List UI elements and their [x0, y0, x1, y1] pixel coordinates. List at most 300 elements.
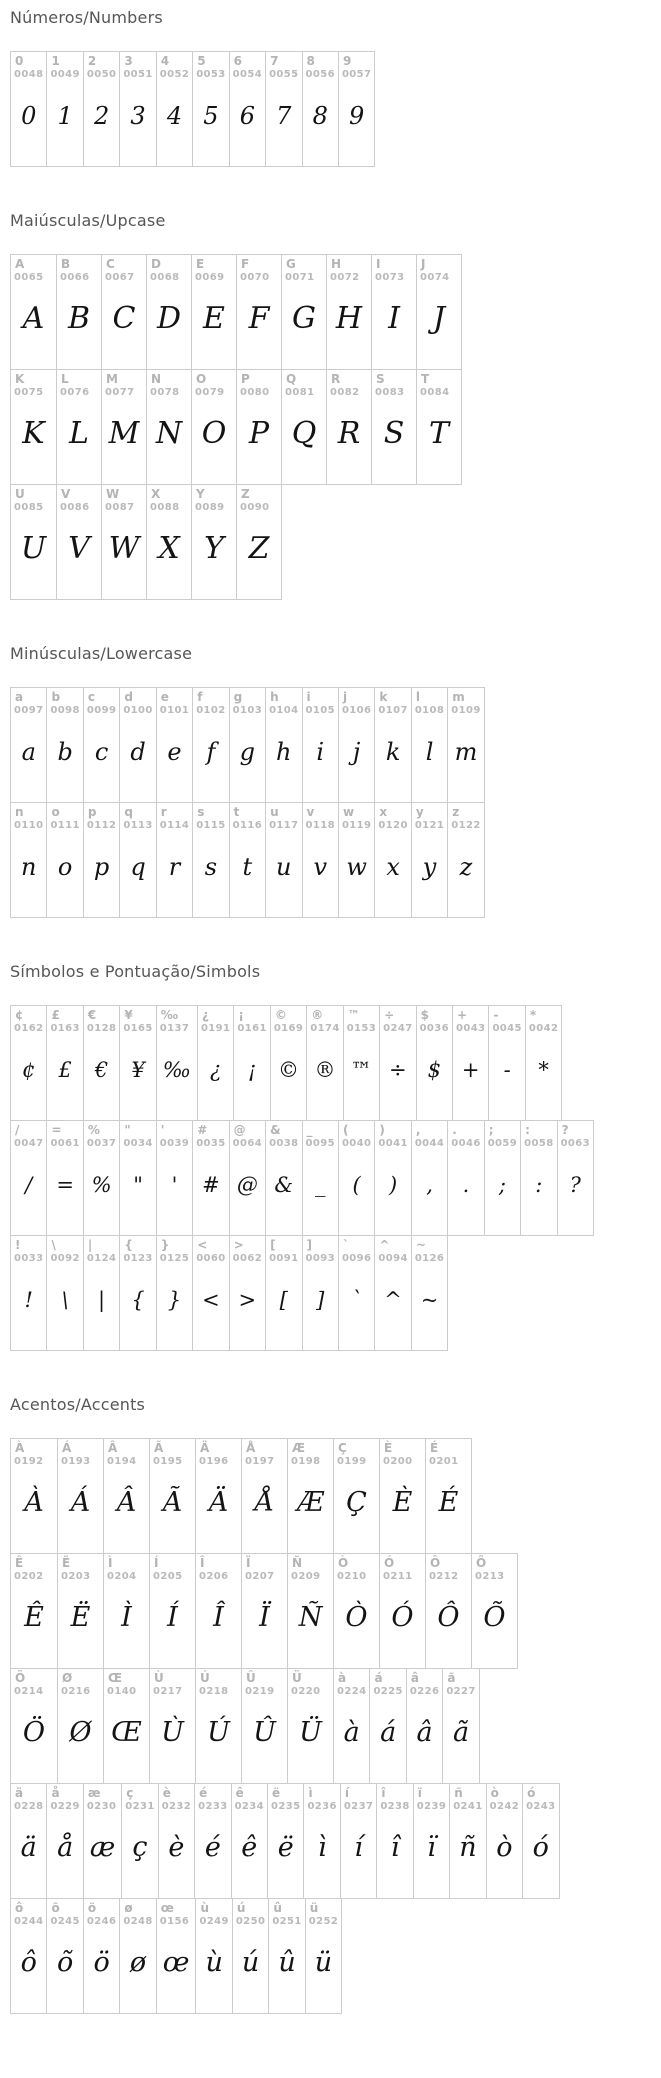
- glyph-cell-0047: [11, 1121, 46, 1235]
- glyph-cell-0126: [411, 1236, 447, 1350]
- cell-glyph-preview: ê: [241, 1832, 258, 1863]
- cell-glyph-preview: ‰: [162, 1057, 191, 1082]
- section-title-accents: Acentos/Accents: [10, 1395, 146, 1414]
- cell-unicode-label: 0153: [346, 1023, 377, 1034]
- cell-character-label: ú: [236, 1901, 246, 1915]
- cell-unicode-label: 0234: [234, 1801, 265, 1812]
- cell-unicode-label: 0161: [237, 1023, 267, 1034]
- glyph-row: [10, 687, 485, 803]
- glyph-cell-0125: [156, 1236, 192, 1350]
- cell-character-label: Õ: [476, 1556, 487, 1570]
- cell-glyph-preview: 5: [203, 101, 219, 130]
- cell-unicode-label: 0192: [14, 1456, 44, 1467]
- glyph-cell-0229: [46, 1784, 82, 1898]
- glyph-cell-0203: [57, 1554, 103, 1668]
- cell-unicode-label: 0060: [196, 1253, 226, 1264]
- cell-unicode-label: 0219: [245, 1686, 275, 1697]
- cell-glyph-preview: ¢: [22, 1057, 36, 1082]
- cell-glyph-preview: ø: [129, 1947, 147, 1978]
- cell-character-label: /: [15, 1123, 20, 1137]
- glyph-cell-0061: [46, 1121, 82, 1235]
- cell-character-label: ™: [347, 1008, 360, 1022]
- cell-unicode-label: 0230: [86, 1801, 117, 1812]
- cell-glyph-preview: s: [204, 852, 218, 881]
- glyph-cell-0074: [416, 255, 461, 369]
- cell-glyph-preview: ï: [427, 1832, 436, 1863]
- cell-unicode-label: 0249: [199, 1916, 229, 1927]
- glyph-cell-0033: [11, 1236, 46, 1350]
- cell-character-label: ®: [311, 1008, 324, 1022]
- glyph-cell-0210: [333, 1554, 379, 1668]
- cell-glyph-preview: 6: [239, 101, 255, 130]
- cell-glyph-preview: Q: [291, 416, 317, 451]
- cell-unicode-label: 0102: [196, 705, 226, 716]
- glyph-cell-0250: [232, 1899, 268, 2013]
- cell-unicode-label: 0035: [196, 1138, 226, 1149]
- cell-unicode-label: 0051: [123, 69, 153, 80]
- glyph-cell-0119: [338, 803, 374, 917]
- glyph-cell-0227: [442, 1669, 478, 1783]
- cell-glyph-preview: C: [112, 301, 136, 336]
- cell-unicode-label: 0238: [380, 1801, 410, 1812]
- cell-glyph-preview: 4: [166, 101, 183, 130]
- glyph-cell-0246: [83, 1899, 119, 2013]
- cell-unicode-label: 0233: [198, 1801, 228, 1812]
- cell-unicode-label: 0244: [14, 1916, 44, 1927]
- cell-unicode-label: 0086: [60, 502, 90, 513]
- cell-character-label: n: [15, 805, 24, 819]
- cell-glyph-preview: ÷: [389, 1057, 407, 1082]
- cell-glyph-preview: Ú: [207, 1717, 230, 1748]
- glyph-cell-0163: [46, 1006, 82, 1120]
- cell-unicode-label: 0202: [14, 1571, 44, 1582]
- cell-glyph-preview: 8: [312, 101, 328, 130]
- cell-character-label: r: [160, 805, 167, 819]
- cell-character-label: 9: [342, 54, 352, 68]
- cell-character-label: x: [379, 805, 388, 819]
- glyph-cell-0101: [156, 688, 192, 802]
- glyph-cell-0244: [11, 1899, 46, 2013]
- cell-glyph-preview: T: [428, 416, 449, 451]
- glyph-cell-0040: [338, 1121, 374, 1235]
- cell-unicode-label: 0070: [240, 272, 270, 283]
- cell-character-label: 2: [87, 54, 97, 68]
- cell-unicode-label: 0169: [273, 1023, 304, 1034]
- glyph-row: [10, 369, 462, 485]
- cell-glyph-preview: Å: [254, 1487, 275, 1518]
- cell-unicode-label: 0162: [14, 1023, 44, 1034]
- glyph-row: [10, 1553, 518, 1669]
- cell-character-label: ¥: [124, 1008, 133, 1022]
- glyph-cell-0231: [121, 1784, 157, 1898]
- cell-character-label: Ì: [108, 1556, 113, 1570]
- cell-character-label: ~: [415, 1238, 426, 1252]
- cell-glyph-preview: v: [313, 852, 327, 881]
- cell-unicode-label: 0077: [105, 387, 135, 398]
- glyph-cell-0086: [56, 485, 101, 599]
- glyph-cell-0081: [281, 370, 326, 484]
- cell-unicode-label: 0037: [86, 1138, 117, 1149]
- cell-unicode-label: 0156: [159, 1916, 190, 1927]
- glyph-cell-0073: [371, 255, 416, 369]
- cell-character-label: Q: [286, 372, 297, 386]
- cell-glyph-preview: å: [57, 1832, 74, 1863]
- cell-glyph-preview: Ï: [259, 1602, 270, 1633]
- cell-character-label: A: [15, 257, 25, 271]
- glyph-cell-0199: [333, 1439, 379, 1553]
- cell-character-label: Ç: [338, 1441, 347, 1455]
- cell-character-label: é: [199, 1786, 208, 1800]
- cell-character-label: í: [344, 1786, 350, 1800]
- cell-glyph-preview: (: [352, 1172, 361, 1197]
- cell-unicode-label: 0165: [123, 1023, 153, 1034]
- cell-unicode-label: 0226: [409, 1686, 440, 1697]
- glyph-cell-0064: [229, 1121, 265, 1235]
- cell-unicode-label: 0252: [308, 1916, 339, 1927]
- cell-character-label: ü: [309, 1901, 319, 1915]
- glyph-cell-0128: [83, 1006, 119, 1120]
- glyph-cell-0045: [488, 1006, 524, 1120]
- cell-character-label: S: [376, 372, 385, 386]
- glyph-row: [10, 254, 462, 370]
- cell-glyph-preview: #: [202, 1172, 220, 1197]
- cell-unicode-label: 0089: [195, 502, 225, 513]
- glyph-cell-0191: [197, 1006, 233, 1120]
- cell-glyph-preview: Õ: [483, 1602, 506, 1633]
- cell-unicode-label: 0085: [14, 502, 44, 513]
- cell-character-label: T: [421, 372, 430, 386]
- cell-unicode-label: 0245: [50, 1916, 80, 1927]
- glyph-cell-0104: [265, 688, 301, 802]
- cell-glyph-preview: t: [242, 852, 253, 881]
- cell-unicode-label: 0217: [153, 1686, 183, 1697]
- cell-character-label: ‰: [160, 1008, 179, 1022]
- cell-character-label: ï: [417, 1786, 422, 1800]
- cell-unicode-label: 0125: [159, 1253, 190, 1264]
- glyph-cell-0093: [302, 1236, 338, 1350]
- cell-glyph-preview: E: [203, 301, 225, 336]
- cell-character-label: @: [233, 1123, 246, 1137]
- cell-unicode-label: 0198: [291, 1456, 321, 1467]
- cell-unicode-label: 0048: [14, 69, 44, 80]
- cell-character-label: R: [331, 372, 341, 386]
- cell-glyph-preview: 9: [349, 101, 365, 130]
- cell-glyph-preview: \: [61, 1287, 69, 1312]
- glyph-cell-0219: [241, 1669, 287, 1783]
- cell-unicode-label: 0122: [451, 820, 481, 831]
- glyph-cell-0108: [411, 688, 447, 802]
- cell-unicode-label: 0074: [420, 272, 450, 283]
- glyph-cell-0239: [413, 1784, 449, 1898]
- cell-glyph-preview: ñ: [459, 1832, 477, 1863]
- cell-character-label: [: [270, 1238, 276, 1252]
- glyph-cell-0228: [11, 1784, 46, 1898]
- glyph-cell-0207: [241, 1554, 287, 1668]
- cell-character-label: 3: [124, 54, 133, 68]
- cell-unicode-label: 0140: [107, 1686, 137, 1697]
- glyph-cell-0066: [56, 255, 101, 369]
- cell-glyph-preview: /: [25, 1172, 33, 1197]
- cell-unicode-label: 0137: [159, 1023, 190, 1034]
- cell-unicode-label: 0116: [232, 820, 263, 831]
- cell-character-label: q: [124, 805, 133, 819]
- cell-unicode-label: 0087: [105, 502, 135, 513]
- cell-character-label: +: [457, 1008, 468, 1022]
- cell-character-label: Ë: [62, 1556, 71, 1570]
- cell-glyph-preview: É: [438, 1487, 459, 1518]
- cell-unicode-label: 0112: [86, 820, 117, 831]
- glyph-cell-0242: [486, 1784, 522, 1898]
- cell-character-label: k: [379, 690, 388, 704]
- glyph-cell-0039: [156, 1121, 192, 1235]
- glyph-cell-0103: [229, 688, 265, 802]
- cell-glyph-preview: â: [416, 1717, 433, 1748]
- cell-unicode-label: 0231: [125, 1801, 155, 1812]
- section-numbers: [10, 8, 661, 167]
- cell-character-label: ?: [561, 1123, 569, 1137]
- cell-character-label: Ñ: [292, 1556, 303, 1570]
- cell-character-label: ¡: [238, 1008, 244, 1022]
- cell-character-label: 6: [233, 54, 242, 68]
- cell-character-label: ¿: [201, 1008, 209, 1022]
- cell-unicode-label: 0220: [291, 1686, 321, 1697]
- glyph-cell-0042: [525, 1006, 561, 1120]
- glyph-row: [10, 484, 282, 600]
- glyph-cell-0102: [192, 688, 228, 802]
- cell-unicode-label: 0203: [61, 1571, 91, 1582]
- cell-glyph-preview: ã: [452, 1717, 470, 1748]
- glyph-cell-0057: [338, 52, 374, 166]
- cell-glyph-preview: ù: [205, 1947, 223, 1978]
- cell-character-label: Î: [200, 1556, 205, 1570]
- cell-glyph-preview: z: [459, 852, 473, 881]
- cell-glyph-preview: Ç: [346, 1487, 367, 1518]
- cell-glyph-preview: œ: [162, 1947, 190, 1978]
- glyph-cell-0050: [83, 52, 119, 166]
- cell-glyph-preview: ì: [317, 1832, 327, 1863]
- glyph-cell-0120: [374, 803, 410, 917]
- cell-glyph-preview: ]: [316, 1287, 325, 1312]
- cell-unicode-label: 0088: [150, 502, 180, 513]
- cell-unicode-label: 0065: [14, 272, 44, 283]
- cell-character-label: b: [51, 690, 61, 704]
- cell-character-label: Û: [246, 1671, 256, 1685]
- cell-character-label: 4: [160, 54, 170, 68]
- cell-glyph-preview: Ù: [161, 1717, 184, 1748]
- cell-glyph-preview: Û: [253, 1717, 276, 1748]
- character-map: [10, 8, 661, 2014]
- glyph-cell-0217: [149, 1669, 195, 1783]
- cell-unicode-label: 0205: [153, 1571, 183, 1582]
- glyph-cell-0068: [146, 255, 191, 369]
- cell-unicode-label: 0200: [383, 1456, 413, 1467]
- cell-glyph-preview: ö: [93, 1947, 110, 1978]
- cell-glyph-preview: :: [535, 1172, 543, 1197]
- glyph-cell-0153: [343, 1006, 379, 1120]
- glyph-cell-0232: [158, 1784, 194, 1898]
- cell-character-label: Ú: [200, 1671, 210, 1685]
- glyph-cell-0098: [46, 688, 82, 802]
- cell-glyph-preview: A: [22, 301, 45, 336]
- glyph-cell-0224: [333, 1669, 369, 1783]
- cell-glyph-preview: Ö: [22, 1717, 46, 1748]
- cell-glyph-preview: Z: [248, 531, 270, 566]
- cell-unicode-label: 0236: [307, 1801, 337, 1812]
- cell-glyph-preview: `: [351, 1287, 362, 1312]
- cell-unicode-label: 0107: [378, 705, 408, 716]
- cell-unicode-label: 0210: [337, 1571, 367, 1582]
- cell-unicode-label: 0239: [416, 1801, 447, 1812]
- glyph-cell-0062: [229, 1236, 265, 1350]
- cell-glyph-preview: $: [427, 1057, 441, 1082]
- cell-unicode-label: 0062: [232, 1253, 263, 1264]
- cell-glyph-preview: ä: [20, 1832, 37, 1863]
- cell-unicode-label: 0101: [159, 705, 190, 716]
- cell-character-label: s: [197, 805, 205, 819]
- cell-unicode-label: 0054: [232, 69, 263, 80]
- glyph-cell-0038: [265, 1121, 301, 1235]
- cell-glyph-preview: ;: [498, 1172, 506, 1197]
- cell-unicode-label: 0045: [492, 1023, 522, 1034]
- cell-glyph-preview: P: [248, 416, 270, 451]
- cell-glyph-preview: À: [24, 1487, 44, 1518]
- glyph-cell-0156: [156, 1899, 196, 2013]
- cell-glyph-preview: >: [238, 1287, 257, 1312]
- cell-unicode-label: 0121: [414, 820, 445, 831]
- glyph-cell-0205: [149, 1554, 195, 1668]
- cell-unicode-label: 0213: [475, 1571, 505, 1582]
- glyph-cell-0218: [195, 1669, 241, 1783]
- cell-unicode-label: 0063: [560, 1138, 590, 1149]
- cell-glyph-preview: Ñ: [298, 1602, 323, 1633]
- cell-unicode-label: 0211: [383, 1571, 413, 1582]
- cell-character-label: â: [410, 1671, 419, 1685]
- cell-character-label: Æ: [292, 1441, 306, 1455]
- cell-glyph-preview: k: [385, 737, 401, 766]
- cell-unicode-label: 0250: [235, 1916, 266, 1927]
- cell-glyph-preview: o: [57, 852, 73, 881]
- cell-glyph-preview: õ: [57, 1947, 74, 1978]
- cell-unicode-label: 0041: [378, 1138, 408, 1149]
- cell-unicode-label: 0224: [337, 1686, 367, 1697]
- cell-glyph-preview: ': [171, 1172, 178, 1197]
- glyph-cell-0071: [281, 255, 326, 369]
- cell-unicode-label: 0038: [269, 1138, 299, 1149]
- glyph-cell-0096: [338, 1236, 374, 1350]
- cell-character-label: N: [151, 372, 162, 386]
- glyph-row: [10, 1120, 594, 1236]
- cell-glyph-preview: ,: [426, 1172, 433, 1197]
- cell-glyph-preview: G: [292, 301, 316, 336]
- cell-glyph-preview: N: [155, 416, 183, 451]
- cell-unicode-label: 0193: [61, 1456, 91, 1467]
- glyph-cell-0106: [338, 688, 374, 802]
- cell-glyph-preview: l: [425, 737, 434, 766]
- glyph-cell-0084: [416, 370, 461, 484]
- cell-character-label: O: [196, 372, 207, 386]
- cell-glyph-preview: |: [98, 1287, 106, 1312]
- glyph-cell-0209: [287, 1554, 333, 1668]
- cell-character-label: c: [87, 690, 95, 704]
- cell-character-label: }: [160, 1238, 170, 1252]
- cell-unicode-label: 0075: [14, 387, 44, 398]
- cell-character-label: B: [61, 257, 71, 271]
- cell-character-label: *: [529, 1008, 537, 1022]
- glyph-cell-0226: [406, 1669, 442, 1783]
- glyph-cell-0206: [195, 1554, 241, 1668]
- cell-glyph-preview: +: [461, 1057, 480, 1082]
- glyph-row: [10, 1898, 342, 2014]
- cell-glyph-preview: Y: [204, 531, 224, 566]
- cell-unicode-label: 0044: [414, 1138, 445, 1149]
- cell-unicode-label: 0104: [269, 705, 299, 716]
- cell-glyph-preview: D: [156, 301, 182, 336]
- cell-unicode-label: 0083: [375, 387, 405, 398]
- cell-unicode-label: 0206: [199, 1571, 229, 1582]
- cell-unicode-label: 0066: [60, 272, 90, 283]
- cell-character-label: m: [452, 690, 465, 704]
- cell-character-label: _: [306, 1123, 313, 1137]
- cell-glyph-preview: !: [24, 1287, 33, 1312]
- cell-glyph-preview: á: [380, 1717, 397, 1748]
- glyph-cell-0211: [379, 1554, 425, 1668]
- cell-unicode-label: 0078: [150, 387, 180, 398]
- cell-character-label: p: [87, 805, 97, 819]
- glyph-cell-0212: [425, 1554, 471, 1668]
- glyph-cell-0049: [46, 52, 82, 166]
- cell-character-label: Z: [241, 487, 250, 501]
- cell-character-label: 0: [15, 54, 24, 68]
- glyph-cell-0037: [83, 1121, 119, 1235]
- cell-character-label: a: [15, 690, 24, 704]
- section-lowercase: [10, 644, 661, 918]
- cell-character-label: Ê: [15, 1556, 24, 1570]
- cell-glyph-preview: q: [130, 852, 146, 881]
- cell-character-label: 8: [306, 54, 315, 68]
- section-upcase: [10, 211, 661, 600]
- cell-unicode-label: 0204: [107, 1571, 137, 1582]
- cell-character-label: Ï: [246, 1556, 251, 1570]
- cell-glyph-preview: Ä: [208, 1487, 229, 1518]
- cell-glyph-preview: È: [392, 1487, 413, 1518]
- glyph-cell-0247: [379, 1006, 415, 1120]
- cell-glyph-preview: O: [201, 416, 227, 451]
- glyph-cell-0097: [11, 688, 46, 802]
- glyph-cell-0052: [156, 52, 192, 166]
- cell-glyph-preview: Æ: [296, 1487, 325, 1518]
- cell-unicode-label: 0050: [86, 69, 117, 80]
- cell-character-label: J: [421, 257, 426, 271]
- cell-glyph-preview: í: [354, 1832, 363, 1863]
- cell-glyph-preview: f: [206, 737, 216, 766]
- cell-unicode-label: 0068: [150, 272, 180, 283]
- cell-glyph-preview: ?: [569, 1172, 581, 1197]
- cell-glyph-preview: ^: [384, 1287, 402, 1312]
- glyph-cell-0169: [270, 1006, 306, 1120]
- cell-character-label: X: [151, 487, 161, 501]
- glyph-cell-0087: [101, 485, 146, 599]
- glyph-row: [10, 1438, 472, 1554]
- cell-character-label: ô: [15, 1901, 24, 1915]
- cell-character-label: û: [273, 1901, 282, 1915]
- cell-glyph-preview: €: [94, 1057, 109, 1082]
- cell-glyph-preview: j: [352, 737, 361, 766]
- cell-character-label: |: [87, 1238, 93, 1252]
- cell-glyph-preview: g: [239, 737, 256, 766]
- cell-character-label: u: [270, 805, 279, 819]
- glyph-cell-0198: [287, 1439, 333, 1553]
- cell-character-label: ©: [274, 1008, 287, 1022]
